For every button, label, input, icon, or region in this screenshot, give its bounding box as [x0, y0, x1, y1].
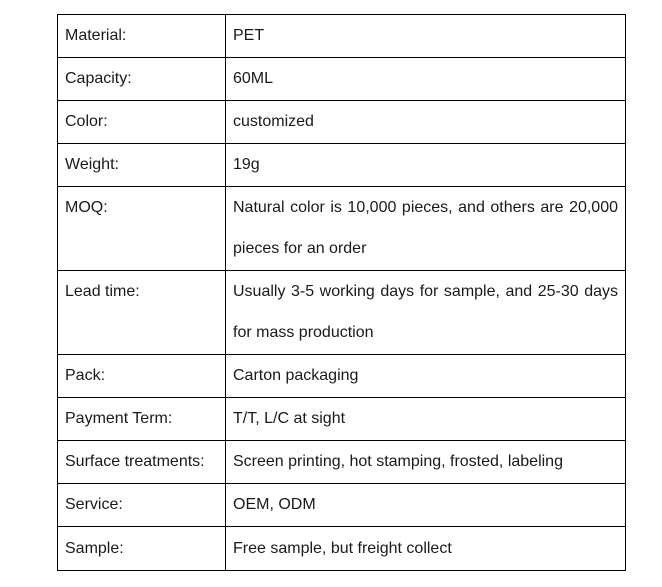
- row-value: Carton packaging: [226, 355, 626, 398]
- table-row-weight: [58, 144, 626, 187]
- table-row-capacity: [58, 58, 626, 101]
- table-row-color: [58, 101, 626, 144]
- table-row-lead-time: [58, 271, 626, 355]
- row-value: 60ML: [226, 58, 626, 101]
- row-label: Service:: [58, 484, 226, 527]
- row-label: Pack:: [58, 355, 226, 398]
- row-label: Payment Term:: [58, 398, 226, 441]
- row-value: Free sample, but freight collect: [226, 527, 626, 571]
- row-label: Weight:: [58, 144, 226, 187]
- row-label: MOQ:: [58, 187, 226, 271]
- row-value: OEM, ODM: [226, 484, 626, 527]
- row-value: Usually 3-5 working days for sample, and 25-30 days for mass production: [226, 271, 626, 355]
- row-label: Capacity:: [58, 58, 226, 101]
- row-value: T/T, L/C at sight: [226, 398, 626, 441]
- row-label: Color:: [58, 101, 226, 144]
- table-row-service: [58, 484, 626, 527]
- table-row-material: [58, 15, 626, 58]
- table-row-pack: [58, 355, 626, 398]
- table-row-sample: [58, 527, 626, 571]
- table-row-surface-treatments: [58, 441, 626, 484]
- row-value: PET: [226, 15, 626, 58]
- table-row-moq: [58, 187, 626, 271]
- row-value: Screen printing, hot stamping, frosted, labeling: [226, 441, 626, 484]
- row-label: Material:: [58, 15, 226, 58]
- row-label: Lead time:: [58, 271, 226, 355]
- spec-table: [57, 14, 626, 571]
- row-value: 19g: [226, 144, 626, 187]
- table-row-payment-term: [58, 398, 626, 441]
- row-label: Sample:: [58, 527, 226, 571]
- row-value: customized: [226, 101, 626, 144]
- row-label: Surface treatments:: [58, 441, 226, 484]
- row-value: Natural color is 10,000 pieces, and others are 20,000 pieces for an order: [226, 187, 626, 271]
